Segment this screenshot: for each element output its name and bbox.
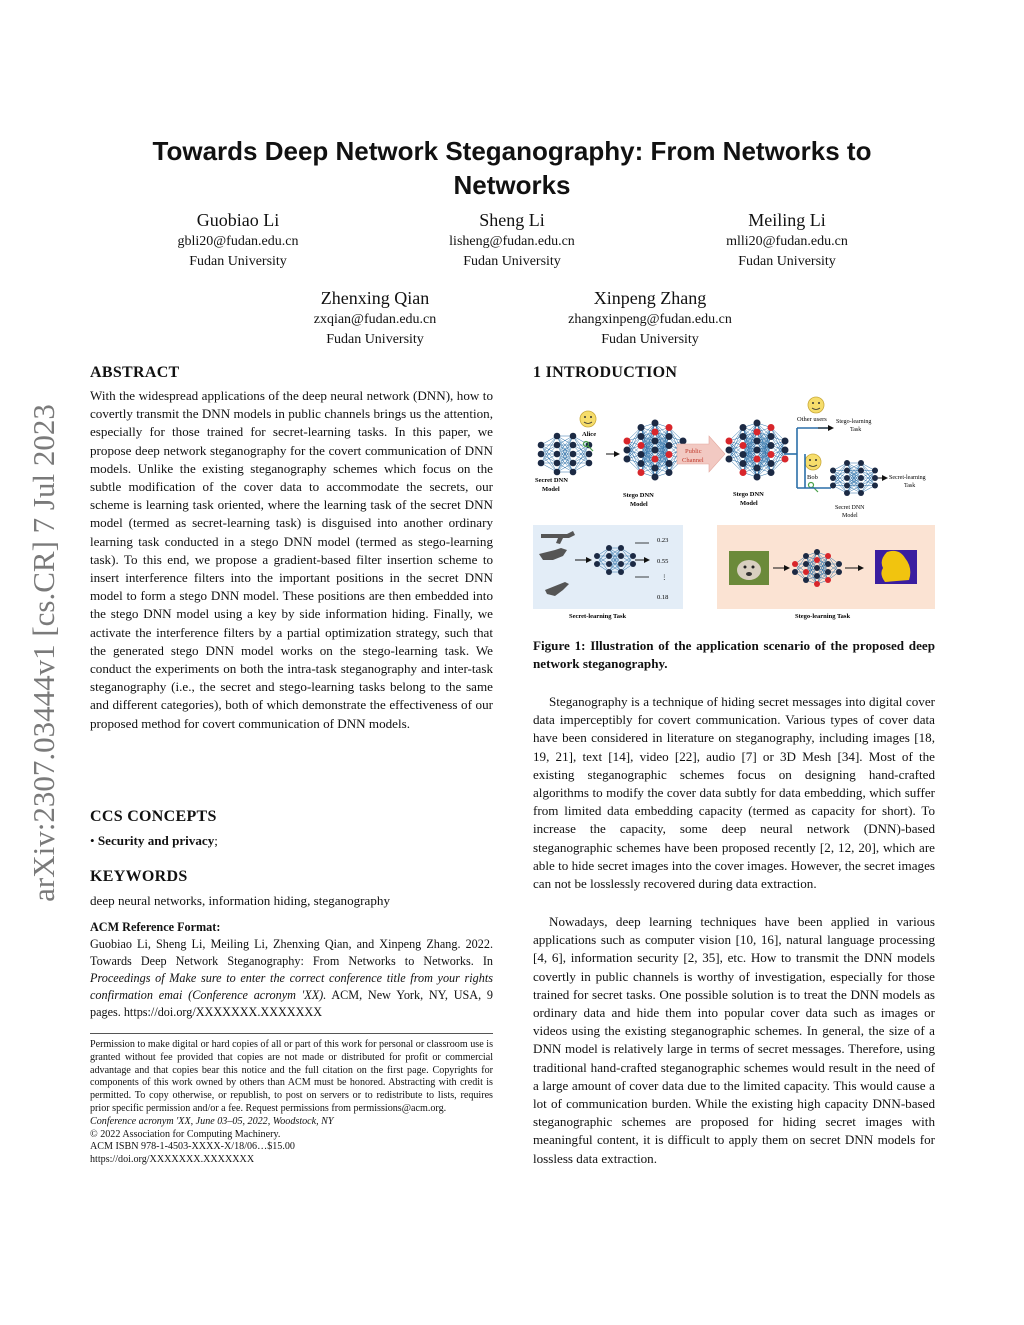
network-node [638, 433, 645, 440]
network-node [606, 569, 612, 575]
network-node [814, 557, 820, 563]
ccs-item [90, 832, 493, 850]
network-node [844, 475, 850, 481]
network-node [586, 460, 593, 467]
secret-model-label: Secret DNN [835, 505, 865, 511]
network-node [754, 447, 761, 454]
network-node [726, 447, 733, 454]
network-node [754, 456, 761, 463]
arxiv-identifier: arXiv:2307.03444v1 [cs.CR] 7 Jul 2023 [26, 404, 61, 902]
segmentation-mask [875, 550, 917, 584]
network-node [652, 420, 659, 427]
network-node [768, 424, 775, 431]
other-users-icon [808, 397, 824, 413]
network-node [754, 420, 761, 427]
network-node [858, 475, 864, 481]
network-node [554, 460, 561, 467]
author-name: Zhenxing Qian [320, 288, 430, 308]
network-node [844, 468, 850, 474]
author-block [275, 286, 475, 350]
stego-model-label: Model [630, 501, 648, 508]
network-node [803, 569, 809, 575]
network-node [570, 469, 577, 476]
network-node [872, 468, 878, 474]
network-node [652, 447, 659, 454]
author-affiliation: Fudan University [738, 254, 836, 269]
network-node [638, 424, 645, 431]
network-node [830, 475, 836, 481]
score-value: 0.18 [657, 594, 669, 601]
stego-model-label: Stego DNN [733, 491, 764, 498]
network-node [754, 429, 761, 436]
network-node [618, 545, 624, 551]
secret-model-label: Model [842, 513, 858, 519]
network-node [872, 475, 878, 481]
alice-icon [580, 411, 596, 427]
network-node [630, 561, 636, 567]
ccs-bullet: • [90, 833, 95, 848]
network-node [792, 561, 798, 567]
network-node [554, 442, 561, 449]
network-node [740, 424, 747, 431]
network-node [630, 553, 636, 559]
network-node [666, 469, 673, 476]
network-node [594, 561, 600, 567]
network-node [618, 553, 624, 559]
keywords-heading: KEYWORDS [90, 868, 188, 885]
network-node [858, 468, 864, 474]
network-node [768, 451, 775, 458]
intro-heading: 1 INTRODUCTION [533, 364, 678, 381]
author-name: Xinpeng Zhang [593, 288, 707, 308]
network-node [754, 465, 761, 472]
network-node [792, 569, 798, 575]
network-node [624, 438, 631, 445]
keywords-text: deep neural networks, information hiding, steganography [90, 893, 390, 908]
network-node [652, 438, 659, 445]
abstract-text: With the widespread applications of the deep neural network (DNN), how to covertly transmit the DNN models in public channels brings us the attention, especially for those trained for secret-learning tasks. In this paper, we propose deep network steganography for the covert communication of DNN models. Unlike the existing steganography schemes which focus on the subtle modification of the cover data to accommodate the secrets, our scheme is learning task oriented, where the learning task of the secret DNN model (termed as secret-learning task) is disguised into another ordinary learning task conducted in a stego DNN model (termed as stego-learning task). To this end, we propose a gradient-based filter insertion scheme to insert interference filters into the important positions in the secret DNN model to form a stego DNN model. These positions are then embedded into the stego DNN model using a key by side information hiding. Finally, we activate the interference filters by a partial optimization strategy, such that the generated stego DNN model works on the stego-learning task. We conduct the experiments on both the intra-task steganography and inter-task steganography (i.e., the secret and stego-learning tasks belong to the same and different categories), both of which demonstrate the effectiveness of our proposed method for covert communication of DNN models. [90, 388, 493, 731]
author-email: zxqian@fudan.edu.cn [313, 312, 437, 327]
network-node [858, 460, 864, 466]
author-block [687, 208, 887, 272]
author-affiliation: Fudan University [189, 254, 287, 269]
network-node [606, 545, 612, 551]
stego-task-label: Task [850, 427, 862, 433]
author-affiliation: Fudan University [326, 332, 424, 347]
score-ellipsis: ⋮ [661, 574, 668, 581]
doi-link[interactable]: https://doi.org/XXXXXXX.XXXXXXX [90, 1154, 255, 1166]
network-node [666, 460, 673, 467]
network-node [858, 483, 864, 489]
network-node [680, 438, 687, 445]
network-node [825, 561, 831, 567]
network-node [768, 469, 775, 476]
abstract-heading: ABSTRACT [90, 364, 180, 381]
figure-diagram [533, 392, 937, 624]
network-node [825, 577, 831, 583]
network-node [570, 433, 577, 440]
figure-1 [533, 392, 937, 624]
network-node [570, 442, 577, 449]
network-node [740, 460, 747, 467]
network-node [570, 451, 577, 458]
network-graph [726, 420, 789, 481]
panel-label: Secret-learning Task [569, 613, 627, 620]
stego-model-label: Model [740, 500, 758, 507]
stego-task-label: Stego-learning [836, 419, 872, 425]
acm-ref-line: ACM, New York, NY, USA, 9 pages. https://doi.org/XXXXXXX.XXXXXXX [90, 988, 493, 1019]
network-node [726, 438, 733, 445]
footnote-divider [90, 1033, 493, 1034]
ccs-concept: Security and privacy [97, 833, 215, 848]
intro-paragraph: Nowadays, deep learning techniques have been applied in various applications such as computer vision [10, 16], natural language processing [4, 6], information security [2, 35], etc. How to transmit the DNN models covertly in public channels is worthy of investigation, especially for those trained for secret tasks. One possible solution is to treat the DNN models as ordinary data and hide them into popular cover data such as images or videos using the existing steganographic schemes. In general, the size of a DNN model is relatively large in terms of secret messages. Therefore, using traditional hand-crafted steganographic schemes would result in the need of a large amount of cover data due to the limited capacity. This would cause a lot of communication burden. While the existing high capacity DNN-based steganographic schemes are proposed for hiding secret images with meaningful content, it is difficult to apply them on secret DNN models for lossless data extraction. [533, 914, 935, 1166]
acm-ref-line: Guobiao Li, Sheng Li, Meiling Li, Zhenxing Qian, and Xinpeng Zhang. 2022. Towards Deep Network Steganography: From Networks to Networks. In [90, 937, 493, 968]
network-node [782, 447, 789, 454]
network-node [754, 438, 761, 445]
public-channel-label: Channel [682, 457, 704, 464]
score-value: 0.23 [657, 537, 669, 544]
public-channel-label: Public [685, 448, 702, 455]
network-node [825, 569, 831, 575]
network-node [554, 469, 561, 476]
network-node [844, 483, 850, 489]
dog-photo [729, 551, 769, 585]
network-node [554, 451, 561, 458]
author-email: gbli20@fudan.edu.cn [177, 234, 299, 249]
network-node [740, 442, 747, 449]
network-node [858, 490, 864, 496]
acm-ref-text [90, 936, 493, 1021]
network-node [666, 433, 673, 440]
network-node [814, 549, 820, 555]
acm-ref-heading: ACM Reference Format: [90, 920, 221, 934]
network-node [624, 456, 631, 463]
network-graph [538, 433, 593, 476]
network-graph [830, 460, 878, 496]
author-block [138, 208, 338, 272]
ccs-heading: CCS CONCEPTS [90, 808, 217, 825]
network-node [814, 573, 820, 579]
ccs-suffix: ; [214, 833, 218, 848]
secret-task-label: Task [904, 483, 916, 489]
network-node [638, 469, 645, 476]
bob-icon [805, 454, 821, 470]
network-node [666, 451, 673, 458]
intro-paragraph: Steganography is a technique of hiding secret messages into digital cover data imperceptibly for covert communication. Various types of cover data have been considered in literature on steganography, including images [18, 19, 21], text [14], video [22], audio [7] or 3D Mesh [34]. Most of the existing steganographic schemes focus on designing hand-crafted algorithms to modify the cover data subtly for data embedding, which suffer from limited data embedding capacity (termed as capacity for short). To increase the capacity, some deep neural network (DNN)-based steganographic schemes have been proposed recently [2, 12, 20], which are able to hide secret images into the cover images. However, the secret images can not be losslessly recovered during data extraction. [533, 694, 935, 892]
panel-label: Stego-learning Task [795, 613, 851, 620]
network-node [638, 460, 645, 467]
network-node [554, 433, 561, 440]
author-block [540, 286, 760, 350]
permission-block [90, 1039, 493, 1167]
other-users-label: Other users [797, 416, 827, 423]
author-affiliation: Fudan University [463, 254, 561, 269]
secret-model-label: Model [542, 486, 560, 493]
author-block [412, 208, 612, 272]
network-node [825, 553, 831, 559]
network-node [836, 569, 842, 575]
network-node [624, 447, 631, 454]
score-value: 0.55 [657, 558, 669, 565]
network-node [538, 451, 545, 458]
network-node [768, 460, 775, 467]
network-node [814, 565, 820, 571]
network-node [740, 451, 747, 458]
network-node [872, 483, 878, 489]
secret-model-label: Secret DNN [535, 477, 568, 484]
author-name: Meiling Li [748, 210, 826, 230]
acm-ref-venue: Proceedings of Make sure to enter the correct conference title from your rights confirmation emai (Conference acronym 'XX). [90, 971, 493, 1002]
figure-caption: Figure 1: Illustration of the application scenario of the proposed deep network steganography. [533, 638, 935, 671]
isbn-line: ACM ISBN 978-1-4503-XXXX-X/18/06…$15.00 [90, 1141, 295, 1153]
alice-label: Alice [582, 431, 597, 438]
network-node [782, 438, 789, 445]
network-node [844, 460, 850, 466]
network-node [652, 474, 659, 481]
network-node [740, 469, 747, 476]
network-node [803, 553, 809, 559]
network-node [830, 468, 836, 474]
network-node [844, 490, 850, 496]
author-email: lisheng@fudan.edu.cn [449, 234, 575, 249]
stego-model-label: Stego DNN [623, 492, 654, 499]
network-node [836, 561, 842, 567]
network-node [638, 451, 645, 458]
network-node [754, 474, 761, 481]
network-node [594, 553, 600, 559]
arxiv-sidebar [14, 375, 74, 931]
network-node [652, 456, 659, 463]
network-node [726, 456, 733, 463]
permission-text: Permission to make digital or hard copies of all or part of this work for personal or classroom use is granted without fee provided that copies are not made or distributed for profit or commercial advantage and that copies bear this notice and the full citation on the first page. Copyrights for components of this work owned by others than ACM must be honored. Abstracting with credit is permitted. To copy otherwise, or republish, to post on servers or to redistribute to lists, requires prior specific permission and/or a fee. Request permissions from permissions@acm.org. [90, 1039, 493, 1114]
author-name: Sheng Li [479, 210, 545, 230]
network-node [538, 442, 545, 449]
network-node [768, 433, 775, 440]
network-node [666, 442, 673, 449]
network-node [782, 456, 789, 463]
network-node [814, 581, 820, 587]
author-email: zhangxinpeng@fudan.edu.cn [568, 312, 732, 327]
conference-line [90, 1116, 493, 1129]
network-node [768, 442, 775, 449]
network-node [652, 429, 659, 436]
network-node [606, 553, 612, 559]
network-node [618, 561, 624, 567]
network-node [803, 561, 809, 567]
network-node [652, 465, 659, 472]
network-node [740, 433, 747, 440]
copyright-line: © 2022 Association for Computing Machinery. [90, 1128, 281, 1140]
network-node [586, 451, 593, 458]
author-email: mlli20@fudan.edu.cn [726, 234, 848, 249]
author-affiliation: Fudan University [601, 332, 699, 347]
network-node [638, 442, 645, 449]
secret-task-label: Secret-learning [889, 475, 926, 481]
conference-info: Conference acronym 'XX, June 03–05, 2022, Woodstock, NY [90, 1115, 334, 1127]
author-name: Guobiao Li [196, 210, 280, 230]
network-node [803, 577, 809, 583]
bob-label: Bob [807, 474, 818, 481]
network-node [570, 460, 577, 467]
network-node [606, 561, 612, 567]
paper-title: Towards Deep Network Steganography: From Networks to Networks [152, 136, 872, 200]
network-node [538, 460, 545, 467]
network-node [666, 424, 673, 431]
network-node [618, 569, 624, 575]
